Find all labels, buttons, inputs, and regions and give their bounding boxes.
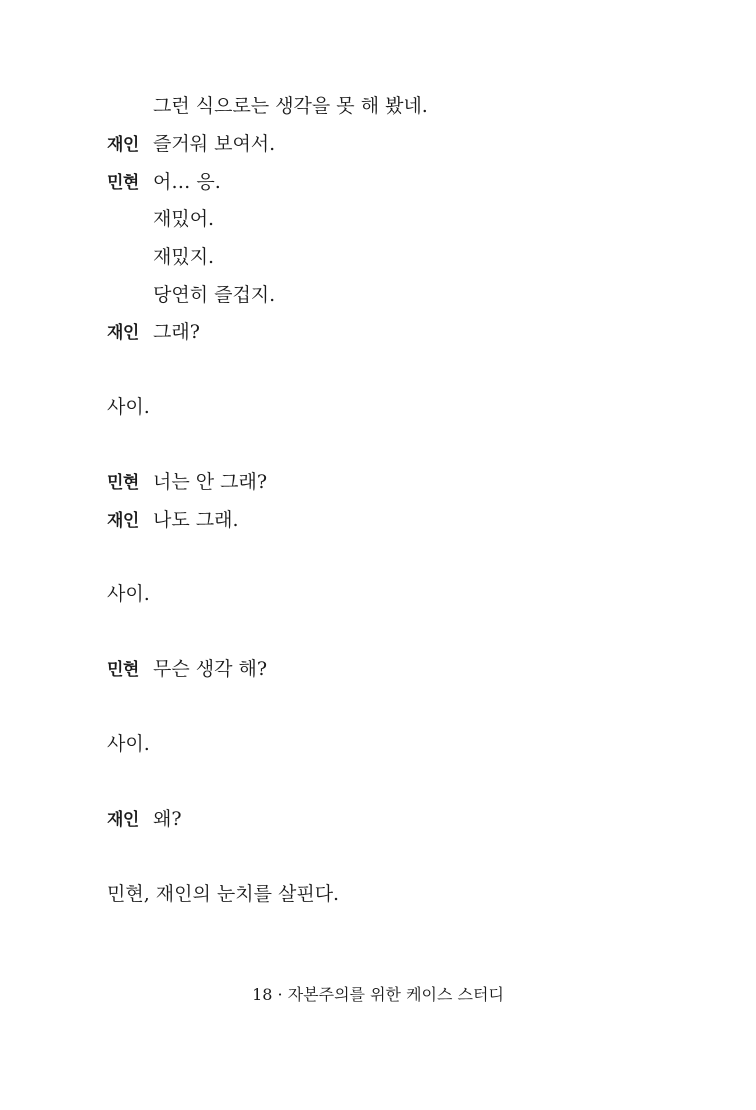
dialogue-text: 재밌어. <box>153 208 215 230</box>
dialogue-text: 무슨 생각 해? <box>153 658 268 680</box>
dialogue-text: 그런 식으로는 생각을 못 해 봤네. <box>153 95 428 117</box>
speaker-name: 민현 <box>107 660 139 680</box>
stage-direction <box>107 882 339 906</box>
dialogue-line <box>107 657 267 682</box>
dialogue-text: 너는 안 그래? <box>153 471 268 493</box>
dialogue-text: 재밌지. <box>153 246 215 268</box>
dialogue-line <box>107 508 239 533</box>
dialogue-line <box>107 170 221 195</box>
stage-direction <box>107 732 150 756</box>
dialogue-text: 어… 응. <box>153 171 221 193</box>
dialogue-continuation <box>153 207 214 231</box>
dialogue-line <box>107 807 182 832</box>
stage-direction-text: 사이. <box>107 583 150 605</box>
page-footer <box>0 984 756 1006</box>
speaker-name: 재인 <box>107 135 139 155</box>
speaker-name: 재인 <box>107 511 139 531</box>
speaker-name: 재인 <box>107 810 139 830</box>
speaker-name: 민현 <box>107 473 139 493</box>
stage-direction <box>107 582 150 606</box>
dialogue-text: 즐거워 보여서. <box>153 133 276 155</box>
dialogue-text: 나도 그래. <box>153 509 239 531</box>
stage-direction <box>107 395 150 419</box>
dialogue-text: 왜? <box>153 808 182 830</box>
stage-direction-text: 민현, 재인의 눈치를 살핀다. <box>107 883 340 905</box>
stage-direction-text: 사이. <box>107 396 150 418</box>
speaker-name: 민현 <box>107 173 139 193</box>
stage-direction-text: 사이. <box>107 733 150 755</box>
dialogue-text: 당연히 즐겁지. <box>153 284 276 306</box>
dialogue-continuation <box>153 245 214 269</box>
speaker-name: 재인 <box>107 323 139 343</box>
dialogue-continuation <box>153 283 275 307</box>
dialogue-line <box>107 470 267 495</box>
dialogue-line <box>107 320 200 345</box>
dialogue-line <box>107 132 275 157</box>
dialogue-continuation <box>153 94 428 118</box>
footer-text: 18 · 자본주의를 위한 케이스 스터디 <box>252 985 504 1004</box>
dialogue-text: 그래? <box>153 321 200 343</box>
